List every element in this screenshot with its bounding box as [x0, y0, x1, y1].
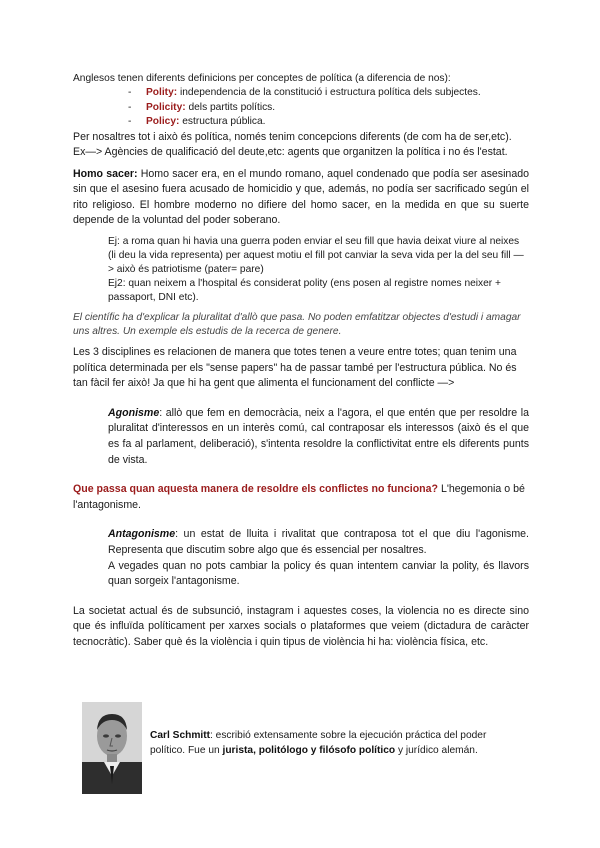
caption-name: Carl Schmitt — [150, 730, 211, 741]
example-2: Ej2: quan neixem a l'hospital és considerat polity (ens posen al registre nomes neixer + passaport, DNI etc). — [108, 278, 501, 304]
list-item — [128, 86, 529, 101]
portrait-caption — [150, 729, 520, 758]
agonisme-term: Agonisme — [108, 406, 160, 419]
portrait-image — [82, 702, 142, 794]
definition-text: independencia de la constitució i estructura política dels subjectes. — [177, 87, 481, 98]
definition-text: dels partits polítics. — [185, 101, 276, 113]
bullet-dash: - — [128, 87, 132, 98]
bullet-dash: - — [128, 116, 132, 127]
antagonisme-text: : un estat de lluita i rivalitat que contraposa tot el que diu l'agonisme. Representa que discutim sobre algo que és essencial per nosaltres. — [108, 528, 529, 556]
question-answer: L'hegemonia o bé l'antagonisme. — [73, 483, 525, 511]
term-policity: Policity: — [146, 101, 186, 113]
homo-sacer-paragraph — [73, 167, 529, 229]
example-1: Ej: a roma quan hi havia una guerra poden enviar el seu fill que havia deixat viure al neixes (li deu la vida representa) per aquest motiu el fill pot canviar la seva vida per la del seu fill —> això és patriotisme (pater= pare) — [108, 236, 524, 276]
caption-text-2: y jurídico alemán. — [395, 744, 478, 756]
definitions-list — [73, 86, 529, 130]
term-policy: Policy: — [146, 116, 180, 127]
caption-text-1: : escribió extensamente sobre la ejecución práctica del poder político. Fue un — [150, 730, 487, 756]
list-item — [128, 101, 529, 116]
homo-sacer-term: Homo sacer: — [73, 167, 138, 180]
term-polity: Polity: — [146, 87, 178, 98]
question-text: Que passa quan aquesta manera de resoldre els conflictes no funciona? — [73, 483, 439, 496]
bullet-dash: - — [128, 101, 132, 113]
intro-line: Anglesos tenen diferents definicions per conceptes de política (a diferencia de nos): — [73, 73, 451, 84]
homo-sacer-text: Homo sacer era, en el mundo romano, aquel condenado que podía ser asesinado sin que el asesino fuera acusado de homicidio y que, además, no podía ser sacrificado según el rito religioso. El hombre moderno no difiere del homo sacer, en la medida en que su suerte depende de la voluntad del poder soberano. — [73, 167, 529, 227]
paragraph-1: Per nosaltres tot i això és política, només tenim concepcions diferents (de com ha de ser,etc). — [73, 130, 512, 143]
definition-text: estructura pública. — [179, 116, 266, 127]
italic-note: El científic ha d'explicar la pluralitat d'allò que pasa. No poden emfatitzar objectes d'estudi i amagar uns altres. Un exemple els estudis de la recerca de genere. — [73, 312, 521, 338]
carl-schmitt-portrait — [82, 702, 142, 794]
caption-bold: jurista, politólogo y filósofo político — [222, 744, 396, 756]
question-paragraph — [73, 482, 529, 513]
antagonisme-paragraph — [108, 527, 529, 558]
antagonisme-paragraph-2: A vegades quan no pots cambiar la policy és quan intentem canviar la polity, és llavors quan sorgeix l'antagonisme. — [108, 559, 529, 588]
photo-caption-block — [82, 702, 522, 797]
paragraph-4: La societat actual és de subsunció, instagram i aquestes coses, la violencia no es directe sino que és influïda políticament per xarxes socials o plataformes que veiem (dictadura de caràcter tecnocràtic). Saber què és la violència i quin tipus de violència hi ha: violència física, etc. — [73, 604, 529, 648]
document-body — [73, 72, 529, 651]
list-item — [128, 115, 529, 130]
paragraph-3: Les 3 disciplines es relacionen de manera que totes tenen a veure entre totes; quan tenim una política determinada per els "sense papers" ha de passar també per l'estructura pública. No és tan fàcil fer això! Ja que hi ha gent que alimenta el funcionament del conflicte —> — [73, 346, 517, 390]
antagonisme-term: Antagonisme — [108, 528, 176, 541]
agonisme-paragraph — [108, 406, 529, 468]
paragraph-2: Ex—> Agències de qualificació del deute,etc: agents que organitzen la política i no és l'estat. — [73, 146, 508, 159]
agonisme-text: : allò que fem en democràcia, neix a l'agora, el que entén que per resoldre la pluralitat d'interessos en un interès comú, cal contraposar els interessos (això és el que es fa al parlament, deliberació), s'intenta resoldre la conflictivitat entre els diferents punts de vista. — [108, 406, 529, 466]
